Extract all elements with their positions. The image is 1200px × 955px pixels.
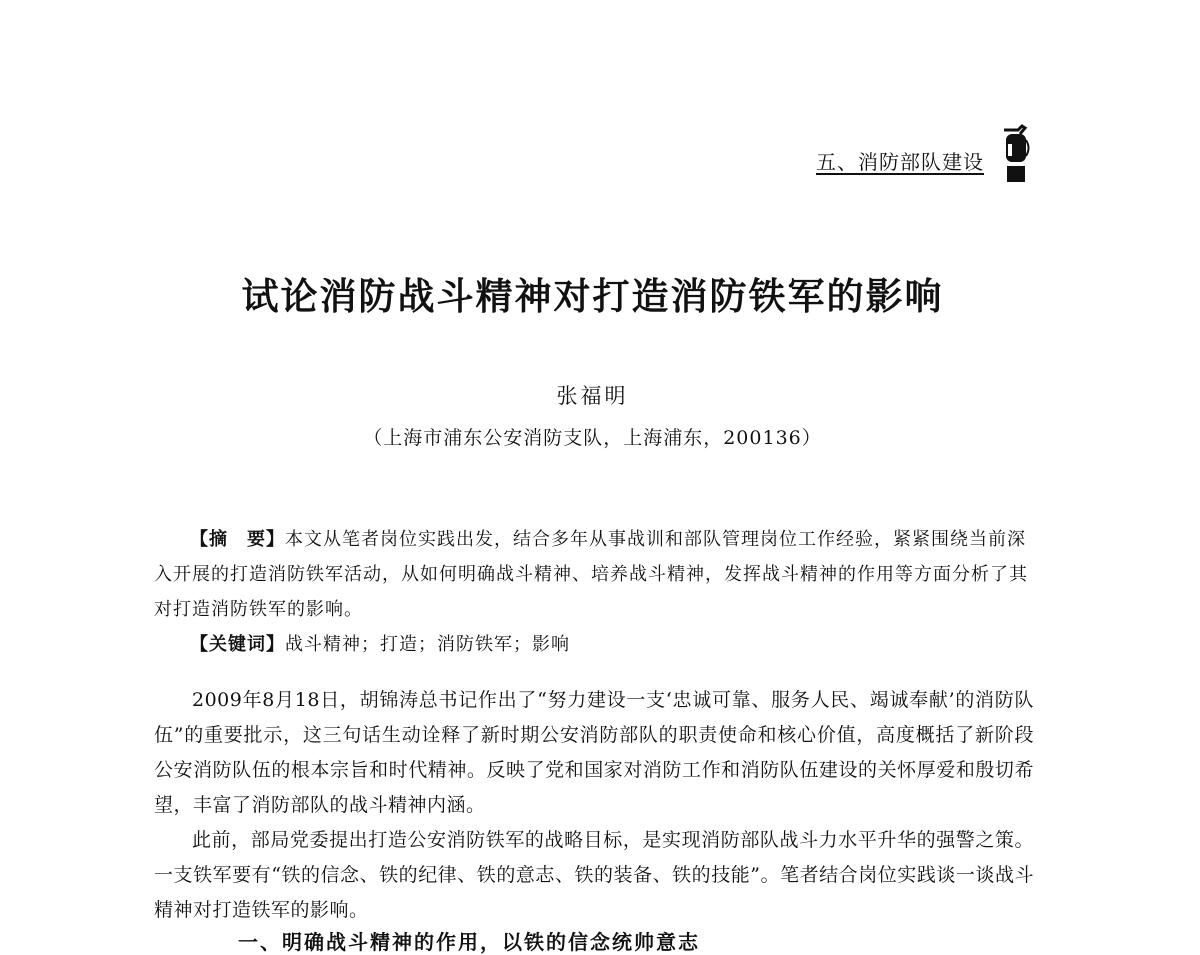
abstract-label: 【摘 要】 [190,529,285,550]
abstract-text: 本文从笔者岗位实践出发，结合多年从事战训和部队管理岗位工作经验，紧紧围绕当前深入开展的打造消防铁军活动，从如何明确战斗精神、培养战斗精神，发挥战斗精神的作用等方面分析了其对打造消防铁军的影响。 [154,529,1028,620]
body-text [154,683,1034,928]
article-title: 试论消防战斗精神对打造消防铁军的影响 [241,274,944,318]
body-paragraph-1: 2009年8月18日，胡锦涛总书记作出了“努力建设一支‘忠诚可靠、服务人民、竭诚奉献’的消防队伍”的重要批示，这三句话生动诠释了新时期公安消防部队的职责使命和核心价值，高度概括了新阶段公安消防队伍的根本宗旨和时代精神。反映了党和国家对消防工作和消防队伍建设的关怀厚爱和殷切希望，丰富了消防部队的战斗精神内涵。 [154,689,1034,816]
fire-extinguisher-icon [998,124,1032,184]
author-name: 张福明 [556,384,629,408]
author-affiliation: （上海市浦东公安消防支队，上海浦东，200136） [363,427,822,449]
keywords-text: 战斗精神；打造；消防铁军；影响 [285,634,570,655]
body-paragraph-2: 此前，部局党委提出打造公安消防铁军的战略目标，是实现消防部队战斗力水平升华的强警之策。一支铁军要有“铁的信念、铁的纪律、铁的意志、铁的装备、铁的技能”。笔者结合岗位实践谈一谈战斗精神对打造铁军的影响。 [154,829,1034,921]
keywords-line [154,627,1034,662]
section-header: 五、消防部队建设 [816,150,984,174]
abstract-paragraph [154,522,1034,627]
abstract-block [154,522,1034,662]
keywords-label: 【关键词】 [190,634,285,655]
section-heading-1: 一、明确战斗精神的作用，以铁的信念统帅意志 [238,930,700,954]
